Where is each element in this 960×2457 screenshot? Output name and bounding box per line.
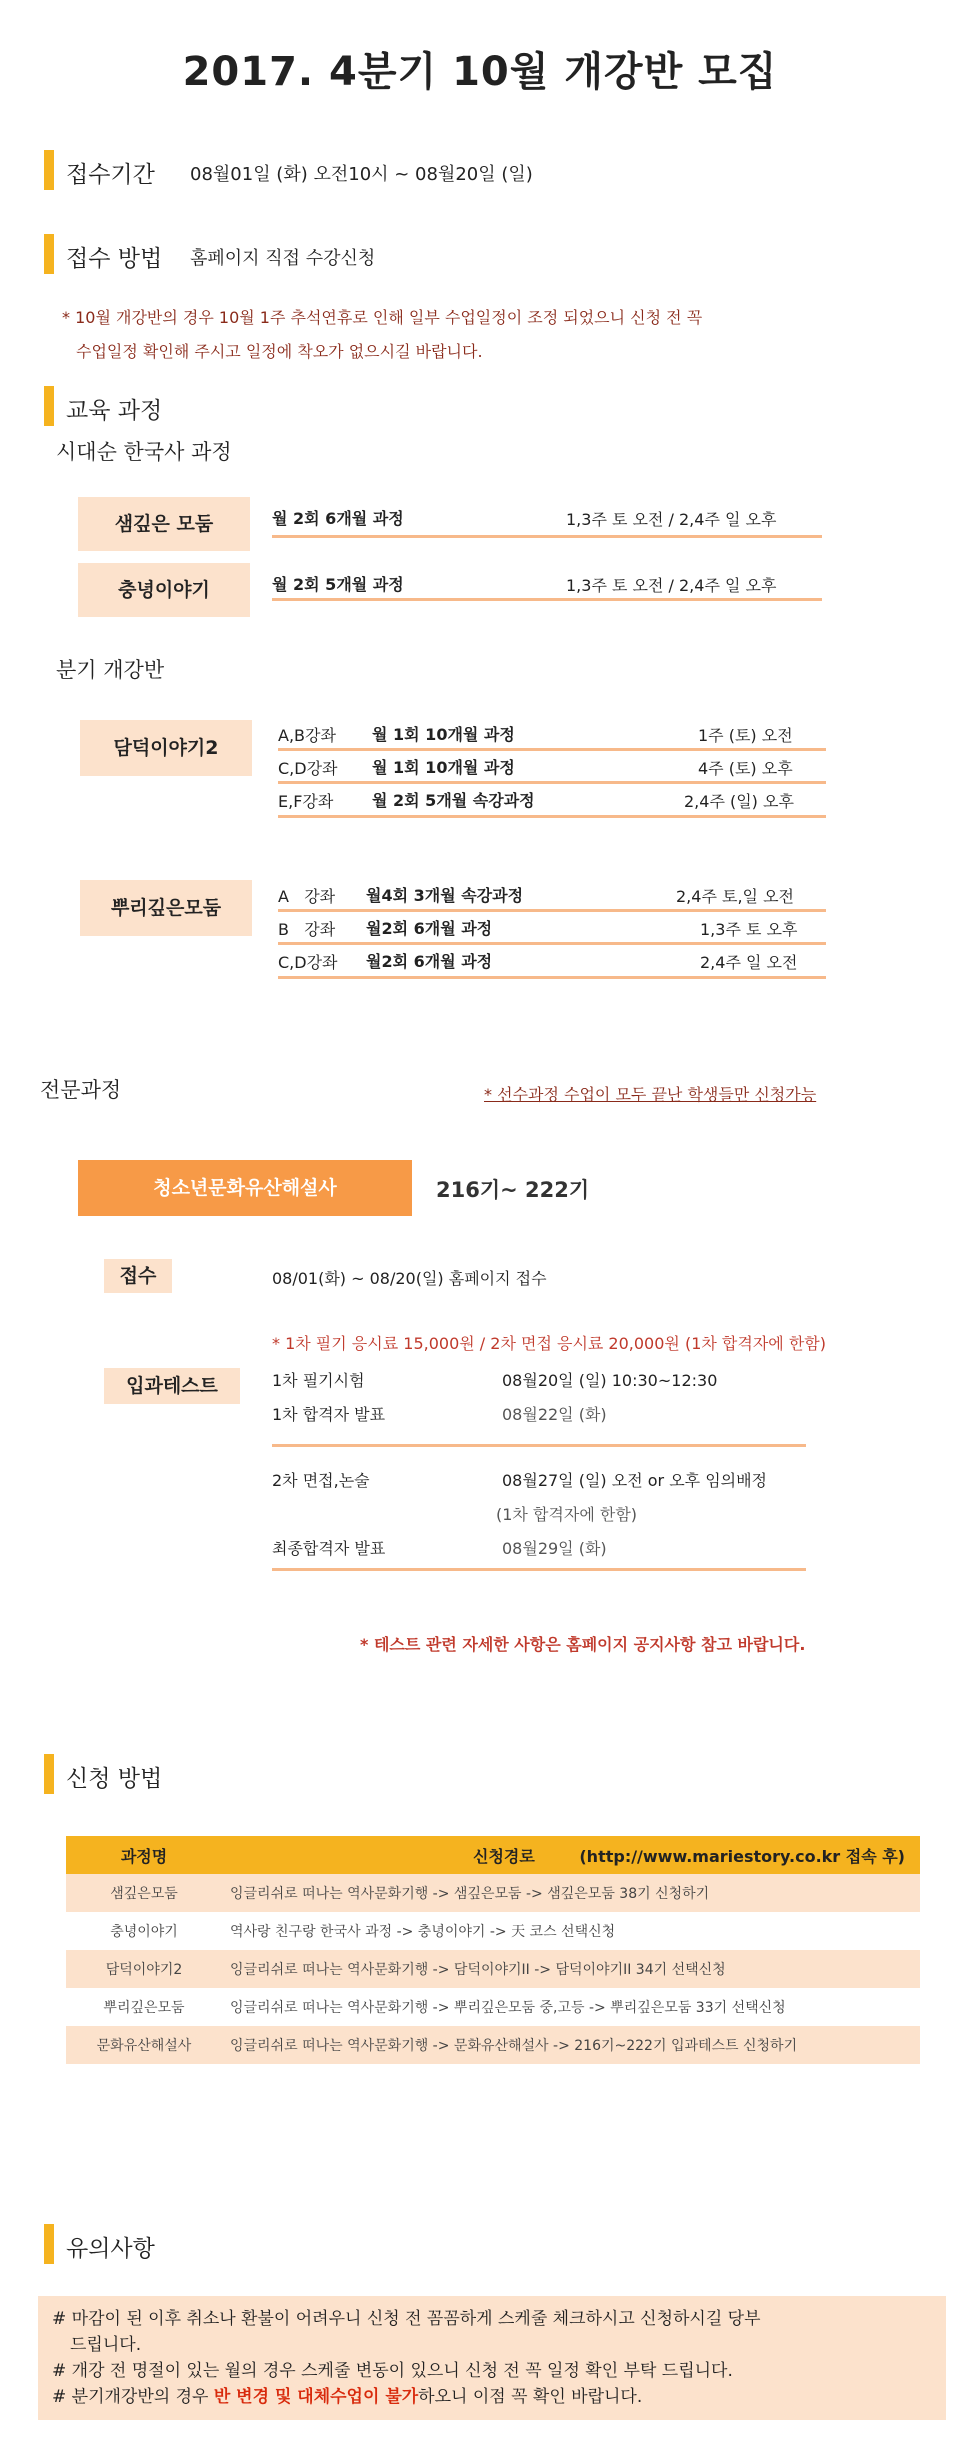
class-desc: 월 1회 10개월 과정 xyxy=(372,758,515,777)
divider xyxy=(278,781,826,784)
apply-table-wrap xyxy=(66,1836,920,2064)
class-code: A,B강좌 xyxy=(278,726,336,745)
divider xyxy=(278,976,826,979)
test-footer-note: * 테스트 관련 자세한 사항은 홈페이지 공지사항 참고 바랍니다. xyxy=(360,1635,806,1654)
class-code: A 강좌 xyxy=(278,887,336,906)
row-course: 충녕이야기 xyxy=(66,1912,222,1950)
schedule-date: 08월27일 (일) 오전 or 오후 임의배정 xyxy=(502,1471,768,1490)
course-chip: 담덕이야기2 xyxy=(80,720,252,776)
section-marker xyxy=(44,234,54,274)
notice-line-2: 수업일정 확인해 주시고 일정에 착오가 없으시길 바랍니다. xyxy=(76,342,483,361)
caution-line-1: # 마감이 된 이후 취소나 환불이 어려우니 신청 전 꼼꼼하게 스케줄 체크하시고 신청하시길 당부 xyxy=(52,2309,761,2329)
row-course: 샘깊은모둠 xyxy=(66,1874,222,1912)
edu-sub-chronological: 시대순 한국사 과정 xyxy=(56,440,232,464)
schedule-item: 최종합격자 발표 xyxy=(272,1539,386,1558)
table-row xyxy=(66,1950,920,1988)
course-chip: 뿌리깊은모둠 xyxy=(80,880,252,936)
schedule-date: 08월22일 (화) xyxy=(502,1405,607,1424)
page-title: 2017. 4분기 10월 개강반 모집 xyxy=(182,49,778,95)
class-desc: 월 1회 10개월 과정 xyxy=(372,725,515,744)
schedule-item: 1차 합격자 발표 xyxy=(272,1405,386,1424)
reception-chip: 접수 xyxy=(104,1259,172,1293)
divider xyxy=(278,942,826,945)
divider xyxy=(272,1568,806,1571)
row-route: 잉글리쉬로 떠나는 역사문화기행 -> 문화유산해설사 -> 216기~222기 입과테스트 신청하기 xyxy=(222,2026,920,2064)
period-label: 접수기간 xyxy=(66,162,155,188)
method-text: 홈페이지 직접 수강신청 xyxy=(190,248,376,269)
table-row xyxy=(66,1874,920,1912)
divider xyxy=(278,909,826,912)
reception-text: 08/01(화) ~ 08/20(일) 홈페이지 접수 xyxy=(272,1269,547,1288)
entrance-test-chip: 입과테스트 xyxy=(104,1368,240,1404)
header-route xyxy=(222,1836,920,1874)
class-desc: 월2회 6개월 과정 xyxy=(366,919,493,938)
class-desc: 월2회 6개월 과정 xyxy=(366,952,493,971)
section-marker xyxy=(44,386,54,426)
divider xyxy=(278,815,826,818)
period-text: 08월01일 (화) 오전10시 ~ 08월20일 (일) xyxy=(190,164,533,185)
apply-table xyxy=(66,1836,920,2064)
class-code: B 강좌 xyxy=(278,920,336,939)
schedule-date: (1차 합격자에 한함) xyxy=(496,1505,638,1524)
schedule-item: 2차 면접,논술 xyxy=(272,1471,370,1490)
section-marker xyxy=(44,150,54,190)
header-url: (http://www.mariestory.co.kr 접속 후) xyxy=(579,1846,905,1866)
caution-line-3 xyxy=(52,2384,932,2410)
caution-line-3c: 하오니 이점 꼭 확인 바랍니다. xyxy=(418,2387,643,2407)
table-row xyxy=(66,1912,920,1950)
row-route: 잉글리쉬로 떠나는 역사문화기행 -> 담덕이야기II -> 담덕이야기II 34기 선택신청 xyxy=(222,1950,920,1988)
fee-note: * 1차 필기 응시료 15,000원 / 2차 면접 응시료 20,000원 (1차 합격자에 한함) xyxy=(272,1334,826,1353)
course-chip: 충녕이야기 xyxy=(78,563,250,617)
row-course: 문화유산해설사 xyxy=(66,2026,222,2064)
edu-label: 교육 과정 xyxy=(66,398,163,424)
class-code: E,F강좌 xyxy=(278,792,334,811)
class-time: 1주 (토) 오전 xyxy=(698,726,793,745)
table-row xyxy=(66,2026,920,2064)
row-course: 뿌리깊은모둠 xyxy=(66,1988,222,2026)
special-course-chip: 청소년문화유산해설사 xyxy=(78,1160,412,1216)
table-row xyxy=(66,1988,920,2026)
row-route: 잉글리쉬로 떠나는 역사문화기행 -> 뿌리깊은모둠 중,고등 -> 뿌리깊은모둠 33기 선택신청 xyxy=(222,1988,920,2026)
row-course: 담덕이야기2 xyxy=(66,1950,222,1988)
section-marker xyxy=(44,1754,54,1794)
section-marker xyxy=(44,2224,54,2264)
course-desc: 월 2회 5개월 과정 xyxy=(272,575,404,594)
class-desc: 월4회 3개월 속강과정 xyxy=(366,886,524,905)
course-desc: 월 2회 6개월 과정 xyxy=(272,509,404,528)
course-time: 1,3주 토 오전 / 2,4주 일 오후 xyxy=(566,576,777,595)
schedule-date: 08월29일 (화) xyxy=(502,1539,607,1558)
class-desc: 월 2회 5개월 속강과정 xyxy=(372,791,535,810)
special-gen: 216기~ 222기 xyxy=(436,1178,590,1202)
class-time: 2,4주 (일) 오후 xyxy=(684,792,794,811)
schedule-date: 08월20일 (일) 10:30~12:30 xyxy=(502,1371,718,1390)
notice-line-1: * 10월 개강반의 경우 10월 1주 추석연휴로 인해 일부 수업일정이 조정 되었으니 신청 전 꼭 xyxy=(62,308,703,327)
special-note: * 선수과정 수업이 모두 끝난 학생들만 신청가능 xyxy=(484,1085,817,1104)
caution-emphasis: 반 변경 및 대체수업이 불가 xyxy=(213,2387,419,2407)
course-chip: 샘깊은 모둠 xyxy=(78,497,250,551)
divider xyxy=(272,598,822,601)
caution-label: 유의사항 xyxy=(66,2236,155,2262)
method-label: 접수 방법 xyxy=(66,246,163,272)
class-time: 2,4주 토,일 오전 xyxy=(676,887,794,906)
caution-line-2: # 개강 전 명절이 있는 월의 경우 스케줄 변동이 있으니 신청 전 꼭 일정 확인 부탁 드립니다. xyxy=(52,2361,733,2381)
class-time: 4주 (토) 오후 xyxy=(698,759,793,778)
edu-sub-quarter: 분기 개강반 xyxy=(56,658,165,682)
caution-box xyxy=(38,2296,946,2420)
apply-label: 신청 방법 xyxy=(66,1766,163,1792)
header-route-label: 신청경로 xyxy=(473,1846,535,1866)
divider xyxy=(272,535,822,538)
special-label: 전문과정 xyxy=(40,1078,122,1102)
row-route: 역사랑 친구랑 한국사 과정 -> 충녕이야기 -> 天 코스 선택신청 xyxy=(222,1912,920,1950)
class-time: 2,4주 일 오전 xyxy=(700,953,798,972)
caution-line-3a: # 분기개강반의 경우 xyxy=(52,2387,214,2407)
row-route: 잉글리쉬로 떠나는 역사문화기행 -> 샘깊은모둠 -> 샘깊은모둠 38기 신청하기 xyxy=(222,1874,920,1912)
schedule-item: 1차 필기시험 xyxy=(272,1371,365,1390)
divider xyxy=(278,748,826,751)
class-code: C,D강좌 xyxy=(278,759,338,778)
divider xyxy=(272,1444,806,1447)
course-time: 1,3주 토 오전 / 2,4주 일 오후 xyxy=(566,510,777,529)
header-course: 과정명 xyxy=(66,1836,222,1874)
class-time: 1,3주 토 오후 xyxy=(700,920,798,939)
class-code: C,D강좌 xyxy=(278,953,338,972)
caution-line-1b: 드립니다. xyxy=(70,2335,142,2355)
